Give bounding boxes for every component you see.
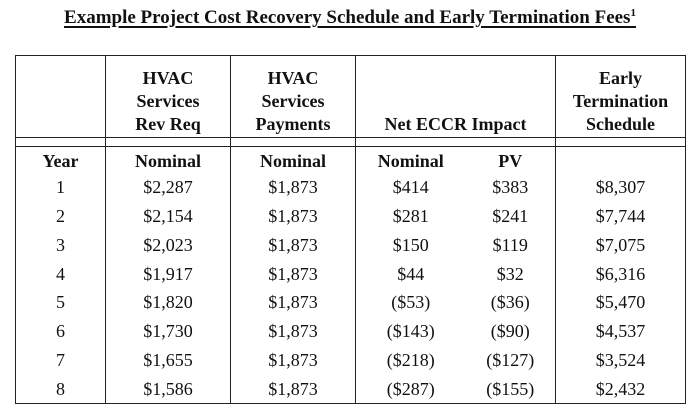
cell-net-pv: $241 (466, 202, 556, 231)
cell-net-pv: $32 (466, 259, 556, 288)
subheader-row (16, 147, 686, 174)
cell-payments: $1,873 (231, 259, 356, 288)
table-row (16, 346, 686, 375)
subheader-payments: Nominal (231, 147, 356, 174)
cell-net-nominal: $414 (356, 173, 466, 202)
cell-net-pv: ($155) (466, 374, 556, 403)
cell-year: 4 (16, 259, 106, 288)
cell-net-pv: ($90) (466, 317, 556, 346)
cell-early-termination: $3,524 (556, 346, 686, 375)
header-early-termination: Early Termination Schedule (556, 56, 686, 138)
cell-year: 1 (16, 173, 106, 202)
cell-payments: $1,873 (231, 317, 356, 346)
cell-net-nominal: ($218) (356, 346, 466, 375)
cell-payments: $1,873 (231, 288, 356, 317)
cell-early-termination: $2,432 (556, 374, 686, 403)
subheader-net-nominal: Nominal (356, 147, 466, 174)
header-row (16, 56, 686, 138)
cell-net-pv: $119 (466, 231, 556, 260)
cell-payments: $1,873 (231, 374, 356, 403)
subheader-early-termination (556, 147, 686, 174)
header-hvac-payments: HVAC Services Payments (231, 56, 356, 138)
cell-early-termination: $7,744 (556, 202, 686, 231)
cell-rev-req: $2,154 (106, 202, 231, 231)
table-row (16, 317, 686, 346)
cell-rev-req: $1,655 (106, 346, 231, 375)
cell-early-termination: $6,316 (556, 259, 686, 288)
document-title (0, 7, 700, 29)
cell-year: 2 (16, 202, 106, 231)
cell-net-nominal: ($287) (356, 374, 466, 403)
cell-net-nominal: $150 (356, 231, 466, 260)
subheader-year: Year (16, 147, 106, 174)
cell-year: 5 (16, 288, 106, 317)
cell-year: 3 (16, 231, 106, 260)
cell-payments: $1,873 (231, 346, 356, 375)
table-row (16, 259, 686, 288)
cell-net-nominal: $44 (356, 259, 466, 288)
cell-payments: $1,873 (231, 202, 356, 231)
cell-payments: $1,873 (231, 173, 356, 202)
footnote-marker: 1 (630, 7, 636, 19)
table-row (16, 374, 686, 403)
table-row (16, 202, 686, 231)
table-row (16, 173, 686, 202)
header-net-eccr-impact: Net ECCR Impact (356, 56, 556, 138)
cell-rev-req: $2,287 (106, 173, 231, 202)
header-year-blank (16, 56, 106, 138)
cell-net-pv: $383 (466, 173, 556, 202)
header-hvac-rev-req: HVAC Services Rev Req (106, 56, 231, 138)
cell-net-nominal: ($143) (356, 317, 466, 346)
cell-early-termination: $4,537 (556, 317, 686, 346)
cell-year: 6 (16, 317, 106, 346)
cell-net-pv: ($36) (466, 288, 556, 317)
cost-recovery-table (15, 55, 686, 404)
header-spacer-row (16, 138, 686, 147)
cell-year: 8 (16, 374, 106, 403)
title-text: Example Project Cost Recovery Schedule and Early Termination Fees (64, 7, 631, 28)
subheader-rev-req: Nominal (106, 147, 231, 174)
cell-payments: $1,873 (231, 231, 356, 260)
cell-rev-req: $2,023 (106, 231, 231, 260)
cell-rev-req: $1,730 (106, 317, 231, 346)
table-row (16, 288, 686, 317)
cell-year: 7 (16, 346, 106, 375)
cell-early-termination: $8,307 (556, 173, 686, 202)
cell-rev-req: $1,586 (106, 374, 231, 403)
cell-rev-req: $1,917 (106, 259, 231, 288)
table-row (16, 231, 686, 260)
cell-net-pv: ($127) (466, 346, 556, 375)
cell-early-termination: $7,075 (556, 231, 686, 260)
cell-net-nominal: ($53) (356, 288, 466, 317)
cell-early-termination: $5,470 (556, 288, 686, 317)
cell-net-nominal: $281 (356, 202, 466, 231)
subheader-net-pv: PV (466, 147, 556, 174)
cell-rev-req: $1,820 (106, 288, 231, 317)
